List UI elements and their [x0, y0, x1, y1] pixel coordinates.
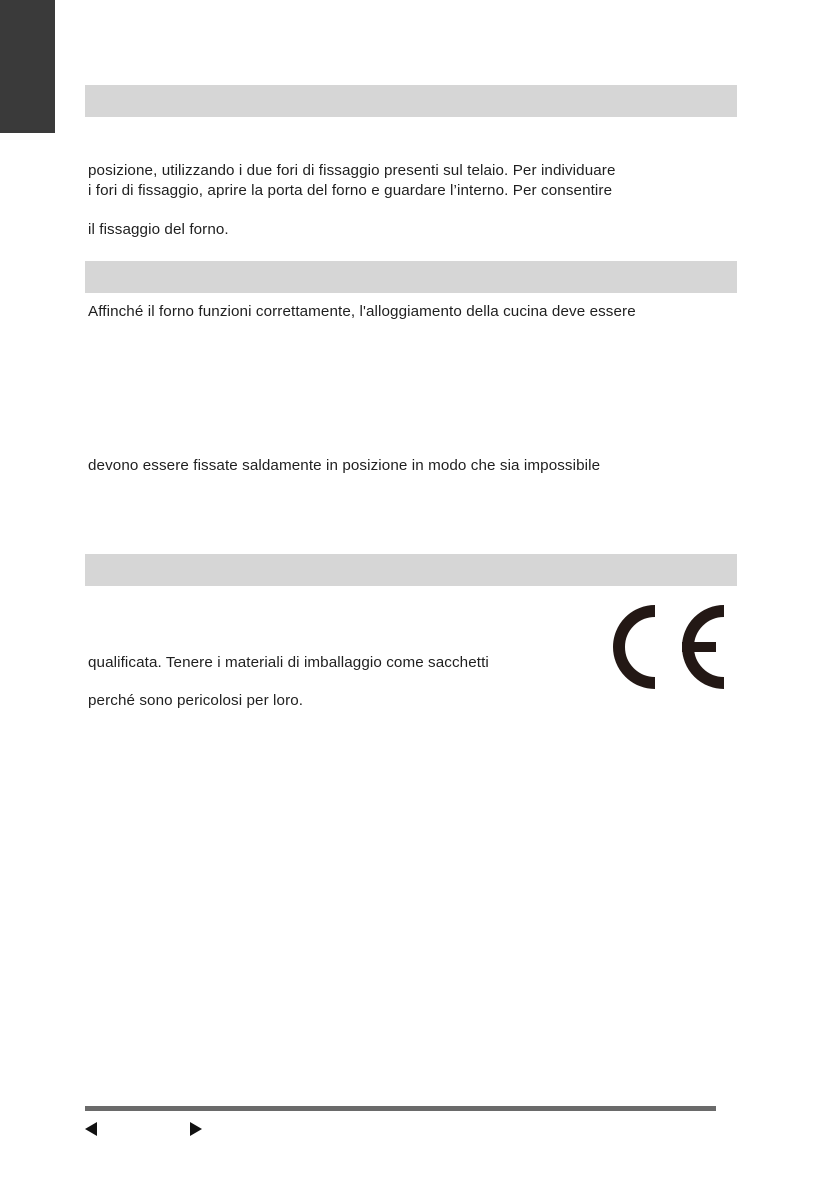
ce-mark-logo	[604, 601, 731, 693]
section-2-line-1: Affinché il forno funzioni correttamente, l'alloggiamento della cucina deve essere	[88, 303, 636, 320]
section-header-bar-3	[85, 554, 737, 586]
section-1-line-1: posizione, utilizzando i due fori di fissaggio presenti sul telaio. Per individuare	[88, 162, 616, 179]
section-header-bar-2	[85, 261, 737, 293]
section-1-line-2: i fori di fissaggio, aprire la porta del forno e guardare l’interno. Per consentire	[88, 182, 613, 199]
section-1-line-3: il fissaggio del forno.	[88, 221, 229, 238]
section-3-line-1: qualificata. Tenere i materiali di imballaggio come sacchetti	[88, 654, 489, 671]
next-page-arrow-icon[interactable]	[190, 1122, 202, 1136]
footer-rule	[85, 1106, 716, 1111]
section-3-line-2: perché sono pericolosi per loro.	[88, 692, 304, 709]
section-header-bar-1	[85, 85, 737, 117]
section-2-line-2: devono essere fissate saldamente in posizione in modo che sia impossibile	[88, 457, 601, 474]
chapter-tab	[0, 0, 55, 133]
previous-page-arrow-icon[interactable]	[85, 1122, 97, 1136]
